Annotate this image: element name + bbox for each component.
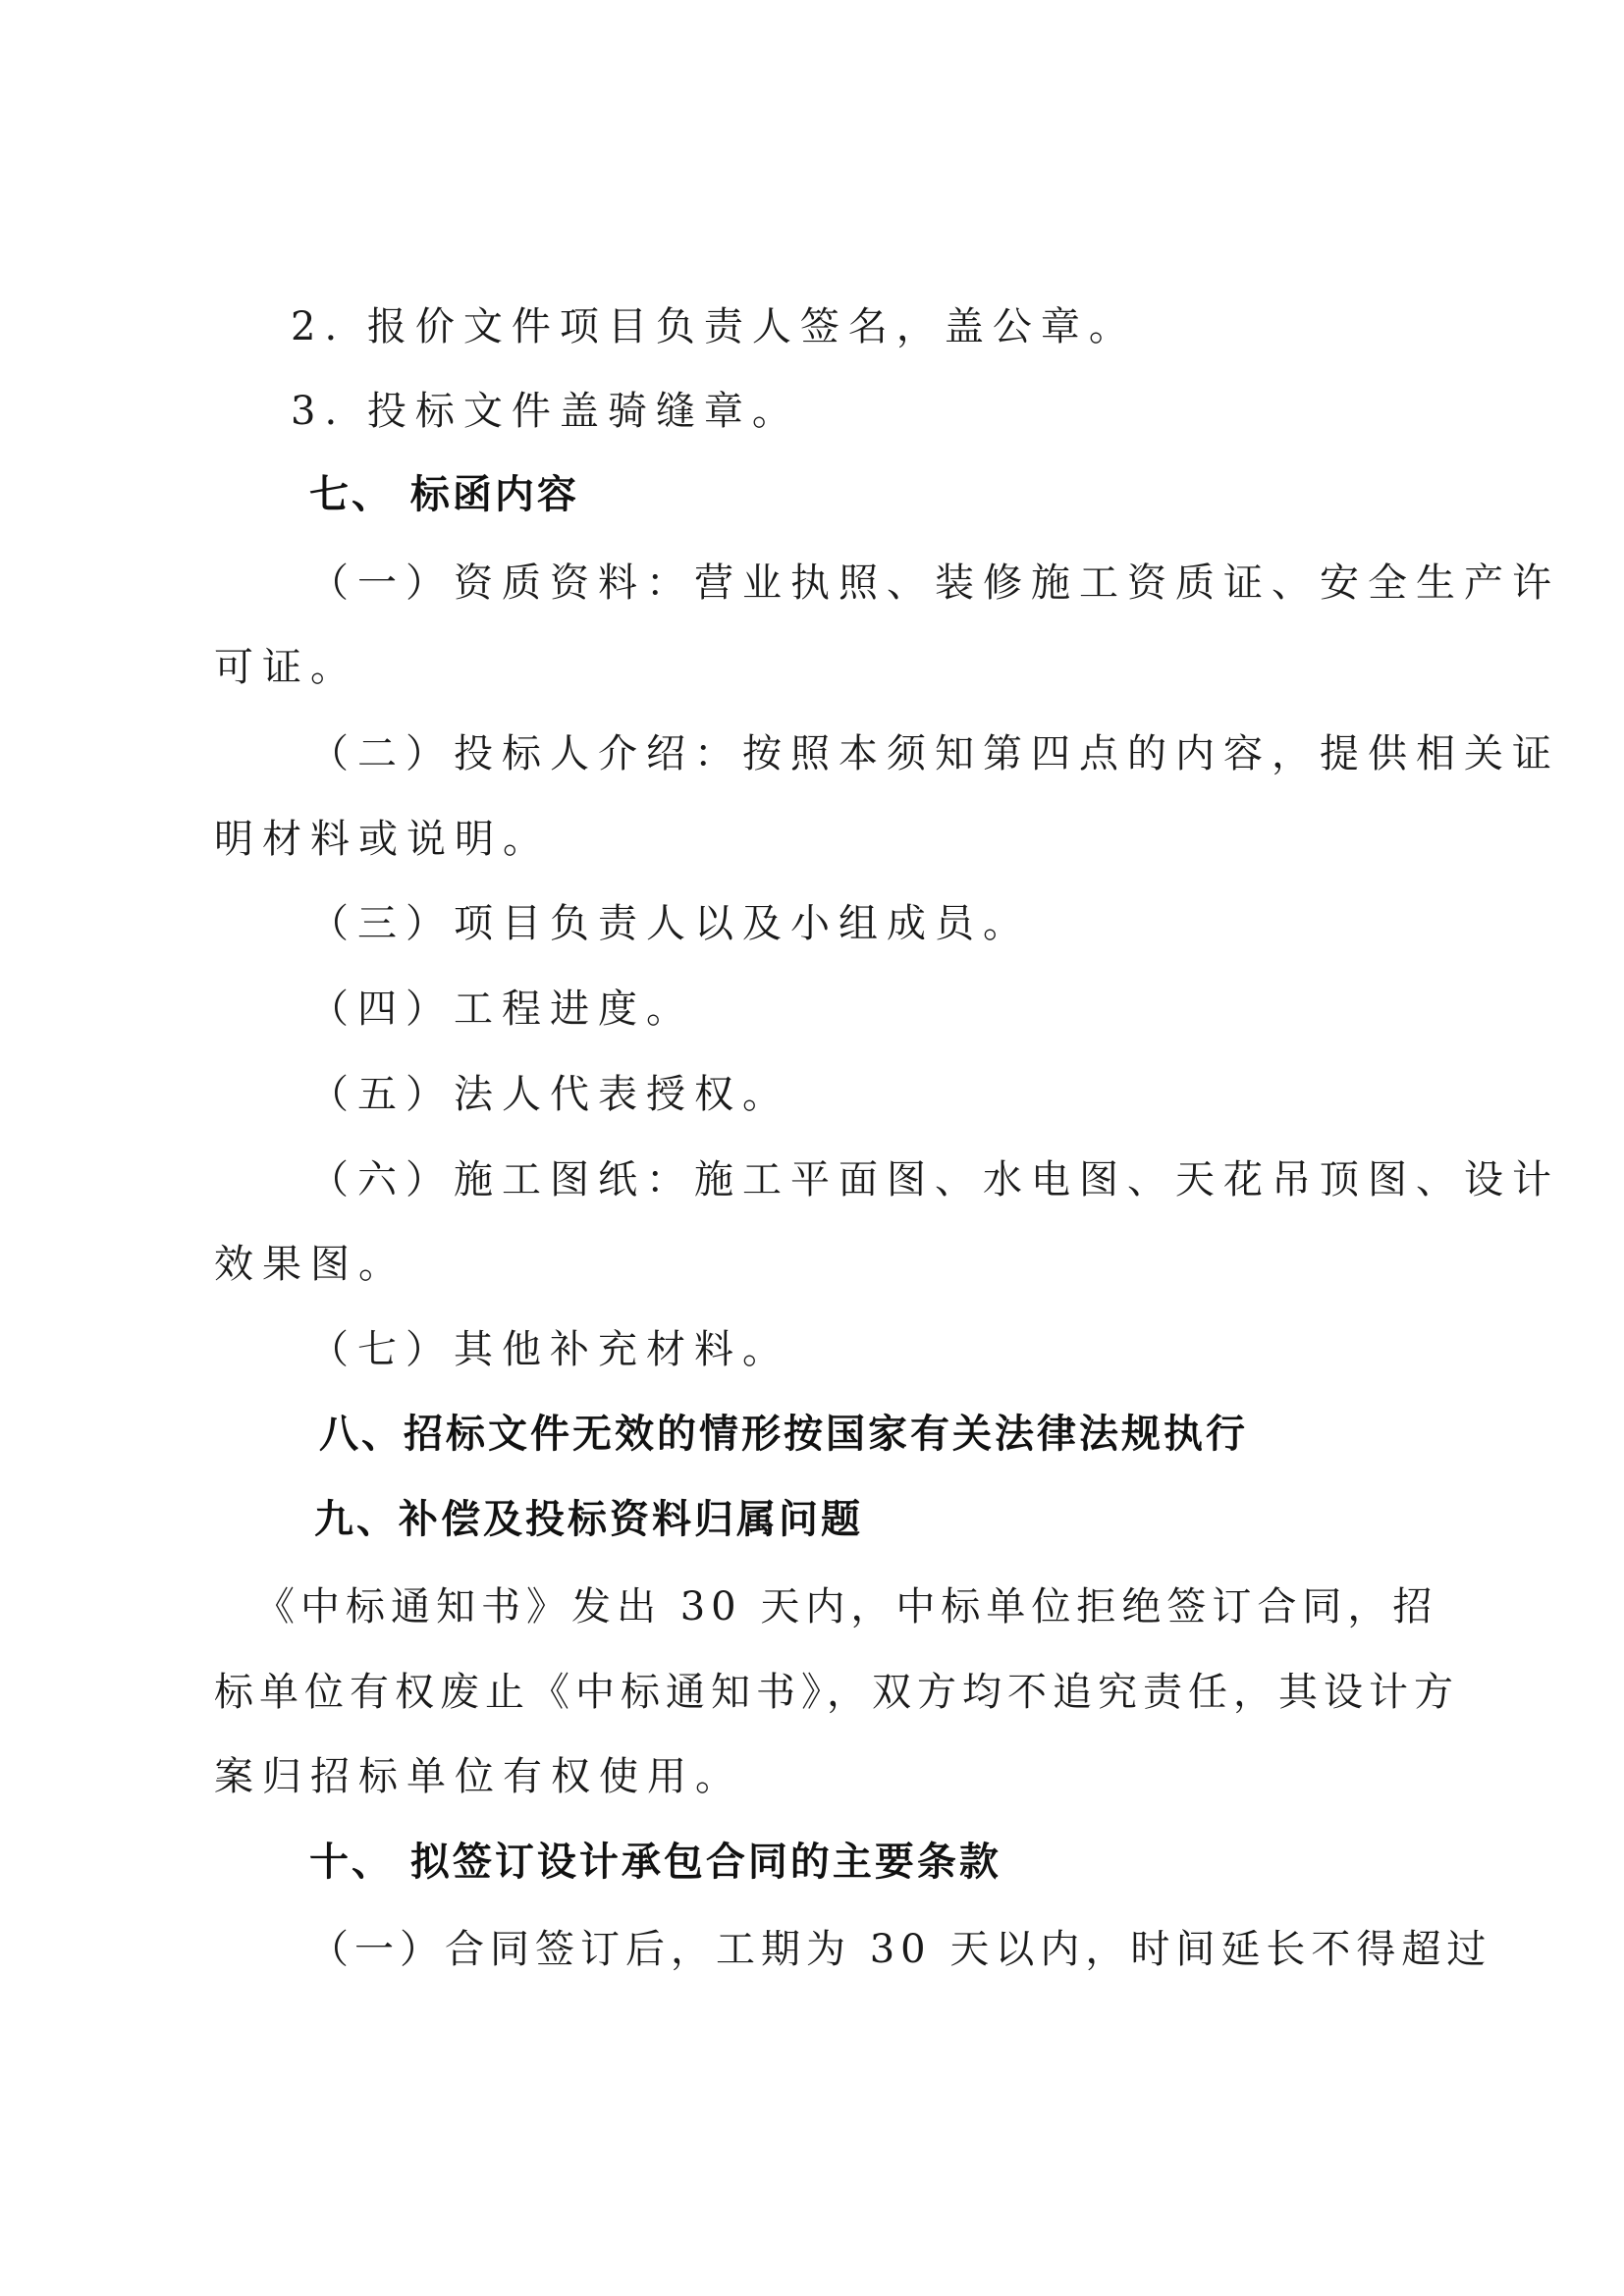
paragraph-award-notice: 《中标通知书》发出 30 天内，中标单位拒绝签订合同，招 bbox=[255, 1584, 1438, 1629]
section-heading-7: 七、 标函内容 bbox=[309, 472, 579, 517]
paragraph-qualification: （一）资质资料：营业执照、装修施工资质证、安全生产许 bbox=[309, 561, 1560, 606]
paragraph-project-lead: （三）项目负责人以及小组成员。 bbox=[309, 901, 1031, 946]
paragraph-quote-signature: 2. 报价文件项目负责人签名，盖公章。 bbox=[291, 304, 1137, 349]
section-heading-9: 九、补偿及投标资料归属问题 bbox=[314, 1497, 863, 1542]
paragraph-drawings-cont: 效果图。 bbox=[214, 1242, 406, 1287]
section-heading-10: 十、 拟签订设计承包合同的主要条款 bbox=[309, 1840, 1001, 1885]
paragraph-drawings: （六）施工图纸：施工平面图、水电图、天花吊顶图、设计 bbox=[309, 1157, 1560, 1202]
paragraph-award-notice-end: 案归招标单位有权使用。 bbox=[214, 1754, 743, 1799]
paragraph-award-notice-cont: 标单位有权废止《中标通知书》，双方均不追究责任，其设计方 bbox=[214, 1670, 1459, 1715]
paragraph-authorization: （五）法人代表授权。 bbox=[309, 1072, 790, 1117]
paragraph-contract-term: （一）合同签订后，工期为 30 天以内，时间延长不得超过 bbox=[309, 1927, 1492, 1972]
paragraph-other-materials: （七）其他补充材料。 bbox=[309, 1327, 790, 1372]
section-heading-8: 八、招标文件无效的情形按国家有关法律法规执行 bbox=[319, 1412, 1248, 1457]
paragraph-progress: （四）工程进度。 bbox=[309, 987, 694, 1032]
paragraph-qualification-cont: 可证。 bbox=[214, 645, 358, 690]
paragraph-bidder-intro: （二）投标人介绍：按照本须知第四点的内容，提供相关证 bbox=[309, 731, 1560, 776]
paragraph-seal: 3. 投标文件盖骑缝章。 bbox=[291, 389, 800, 434]
paragraph-bidder-intro-cont: 明材料或说明。 bbox=[214, 817, 551, 862]
